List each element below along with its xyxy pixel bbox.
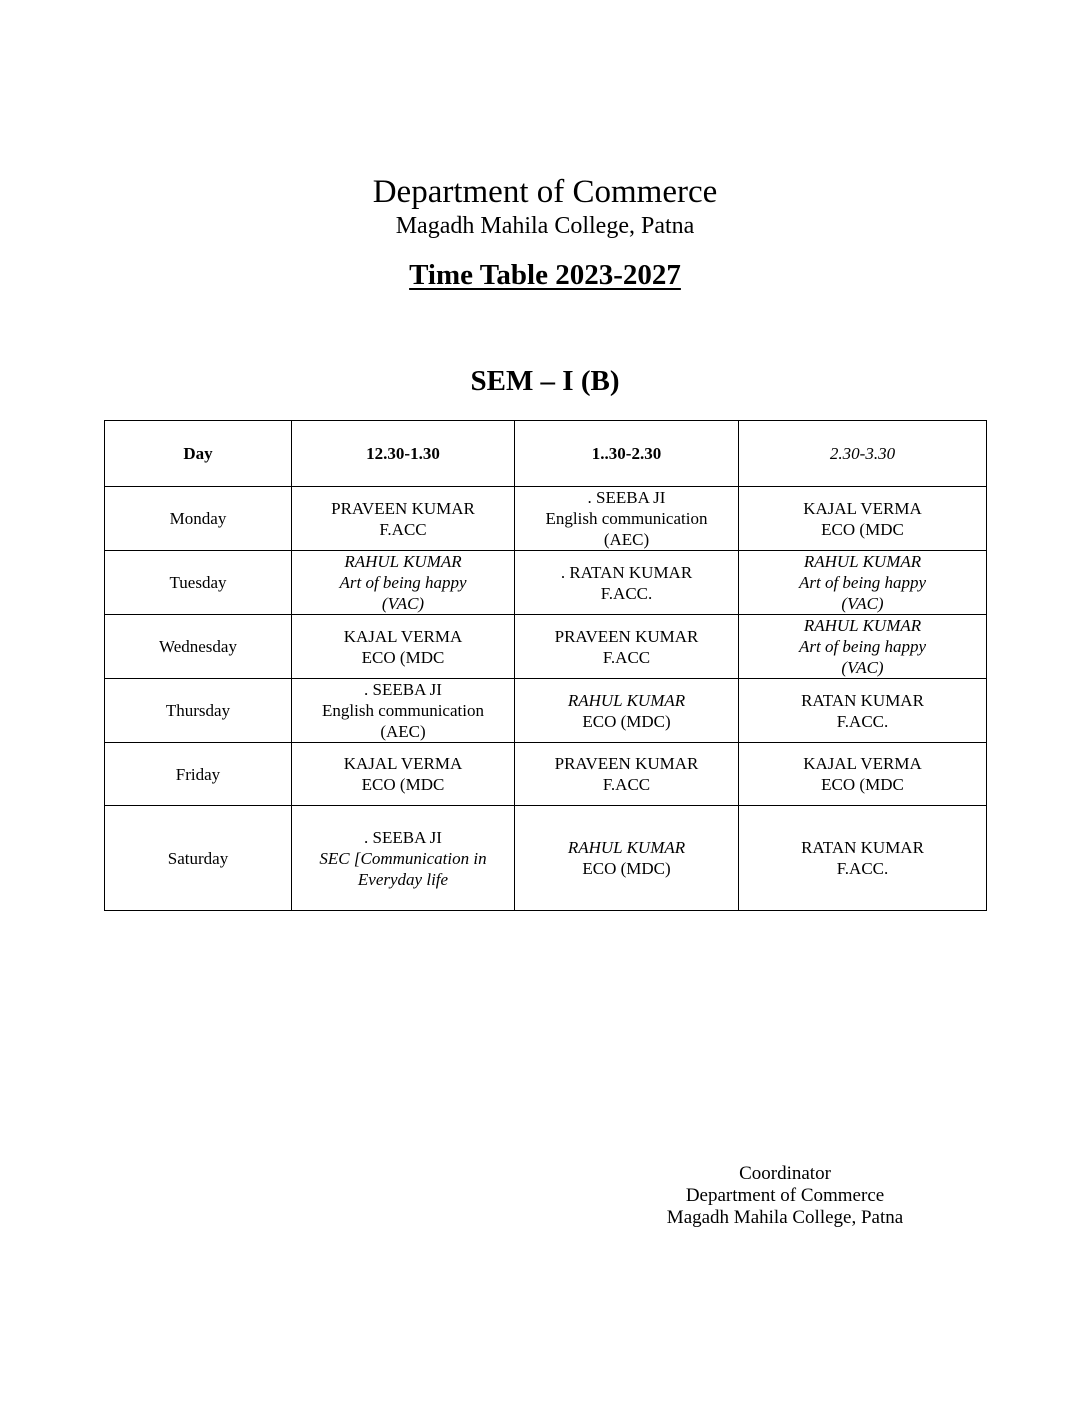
table-header-row <box>105 421 987 487</box>
footer-department: Department of Commerce <box>685 1185 885 1206</box>
table-row <box>105 679 987 743</box>
course-label: SEC [Communication in <box>319 848 487 868</box>
class-slot-cell <box>515 487 739 551</box>
class-slot-cell <box>739 615 987 679</box>
column-header-day: Day <box>105 421 292 487</box>
teacher-name: RAHUL KUMAR <box>567 838 686 857</box>
class-slot-cell <box>515 551 739 615</box>
table-row <box>105 551 987 615</box>
class-slot-cell <box>515 679 739 743</box>
teacher-name: KAJAL VERMA <box>343 626 463 646</box>
timetable-title: Time Table 2023-2027 <box>409 259 681 291</box>
course-label: ECO (MDC <box>361 647 445 667</box>
course-label: Art of being happy <box>798 573 926 592</box>
footer-role: Coordinator <box>739 1163 831 1184</box>
course-label: F.ACC <box>379 519 427 539</box>
class-slot-cell <box>515 615 739 679</box>
class-slot-cell <box>292 679 515 743</box>
footer-college: Magadh Mahila College, Patna <box>666 1207 904 1228</box>
class-slot-cell <box>515 806 739 911</box>
teacher-name: RAHUL KUMAR <box>567 690 686 710</box>
teacher-name: RATAN KUMAR <box>801 690 924 710</box>
day-cell: Wednesday <box>105 615 292 679</box>
teacher-name: KAJAL VERMA <box>343 754 463 773</box>
table-row <box>105 615 987 679</box>
course-label: ECO (MDC) <box>582 711 671 731</box>
column-header-slot-2: 1..30-2.30 <box>515 421 739 487</box>
course-label: (VAC) <box>841 594 884 613</box>
course-label: F.ACC. <box>836 711 889 731</box>
teacher-name: RATAN KUMAR <box>801 838 924 857</box>
course-label: ECO (MDC <box>821 775 904 794</box>
class-slot-cell <box>739 487 987 551</box>
department-title: Department of Commerce <box>372 174 718 210</box>
teacher-name: KAJAL VERMA <box>803 754 922 773</box>
class-slot-cell <box>292 806 515 911</box>
course-label: ECO (MDC <box>821 519 904 539</box>
course-label: Art of being happy <box>339 573 467 592</box>
course-label: (AEC) <box>603 530 650 549</box>
day-cell: Friday <box>105 743 292 806</box>
teacher-name: . RATAN KUMAR <box>560 562 693 582</box>
class-slot-cell <box>739 679 987 743</box>
day-cell: Monday <box>105 487 292 551</box>
table-body <box>105 487 987 911</box>
course-label: (VAC) <box>841 658 884 677</box>
course-label: English communication <box>322 701 484 720</box>
course-label: ECO (MDC <box>361 775 445 794</box>
course-label: F.ACC <box>602 647 651 667</box>
teacher-name: . SEEBA JI <box>587 488 666 507</box>
course-label: Everyday life <box>357 869 449 889</box>
class-slot-cell <box>739 806 987 911</box>
day-cell: Tuesday <box>105 551 292 615</box>
teacher-name: PRAVEEN KUMAR <box>331 498 475 518</box>
table-row <box>105 806 987 911</box>
signature-block <box>640 1163 930 1229</box>
column-header-slot-3: 2.30-3.30 <box>739 421 987 487</box>
teacher-name: KAJAL VERMA <box>803 498 922 518</box>
teacher-name: . SEEBA JI <box>364 827 442 847</box>
teacher-name: RAHUL KUMAR <box>344 552 462 571</box>
day-cell: Thursday <box>105 679 292 743</box>
class-slot-cell <box>515 743 739 806</box>
course-label: (VAC) <box>381 594 425 613</box>
column-header-slot-1: 12.30-1.30 <box>292 421 515 487</box>
teacher-name: PRAVEEN KUMAR <box>554 626 699 646</box>
teacher-name: RAHUL KUMAR <box>803 616 922 635</box>
course-label: (AEC) <box>380 722 426 741</box>
class-slot-cell <box>292 551 515 615</box>
class-slot-cell <box>292 743 515 806</box>
day-cell: Saturday <box>105 806 292 911</box>
teacher-name: . SEEBA JI <box>364 680 442 699</box>
course-label: Art of being happy <box>798 637 926 656</box>
course-label: English communication <box>545 509 708 528</box>
class-slot-cell <box>292 487 515 551</box>
college-name: Magadh Mahila College, Patna <box>395 213 695 239</box>
teacher-name: RAHUL KUMAR <box>803 552 922 571</box>
timetable <box>104 420 987 911</box>
course-label: F.ACC. <box>836 859 889 878</box>
course-label: F.ACC <box>602 775 651 794</box>
class-slot-cell <box>292 615 515 679</box>
course-label: F.ACC. <box>600 583 653 603</box>
class-slot-cell <box>739 743 987 806</box>
course-label: ECO (MDC) <box>582 859 671 878</box>
teacher-name: PRAVEEN KUMAR <box>554 754 699 773</box>
table-row <box>105 743 987 806</box>
class-slot-cell <box>739 551 987 615</box>
semester-title: SEM – I (B) <box>470 365 620 397</box>
table-row <box>105 487 987 551</box>
